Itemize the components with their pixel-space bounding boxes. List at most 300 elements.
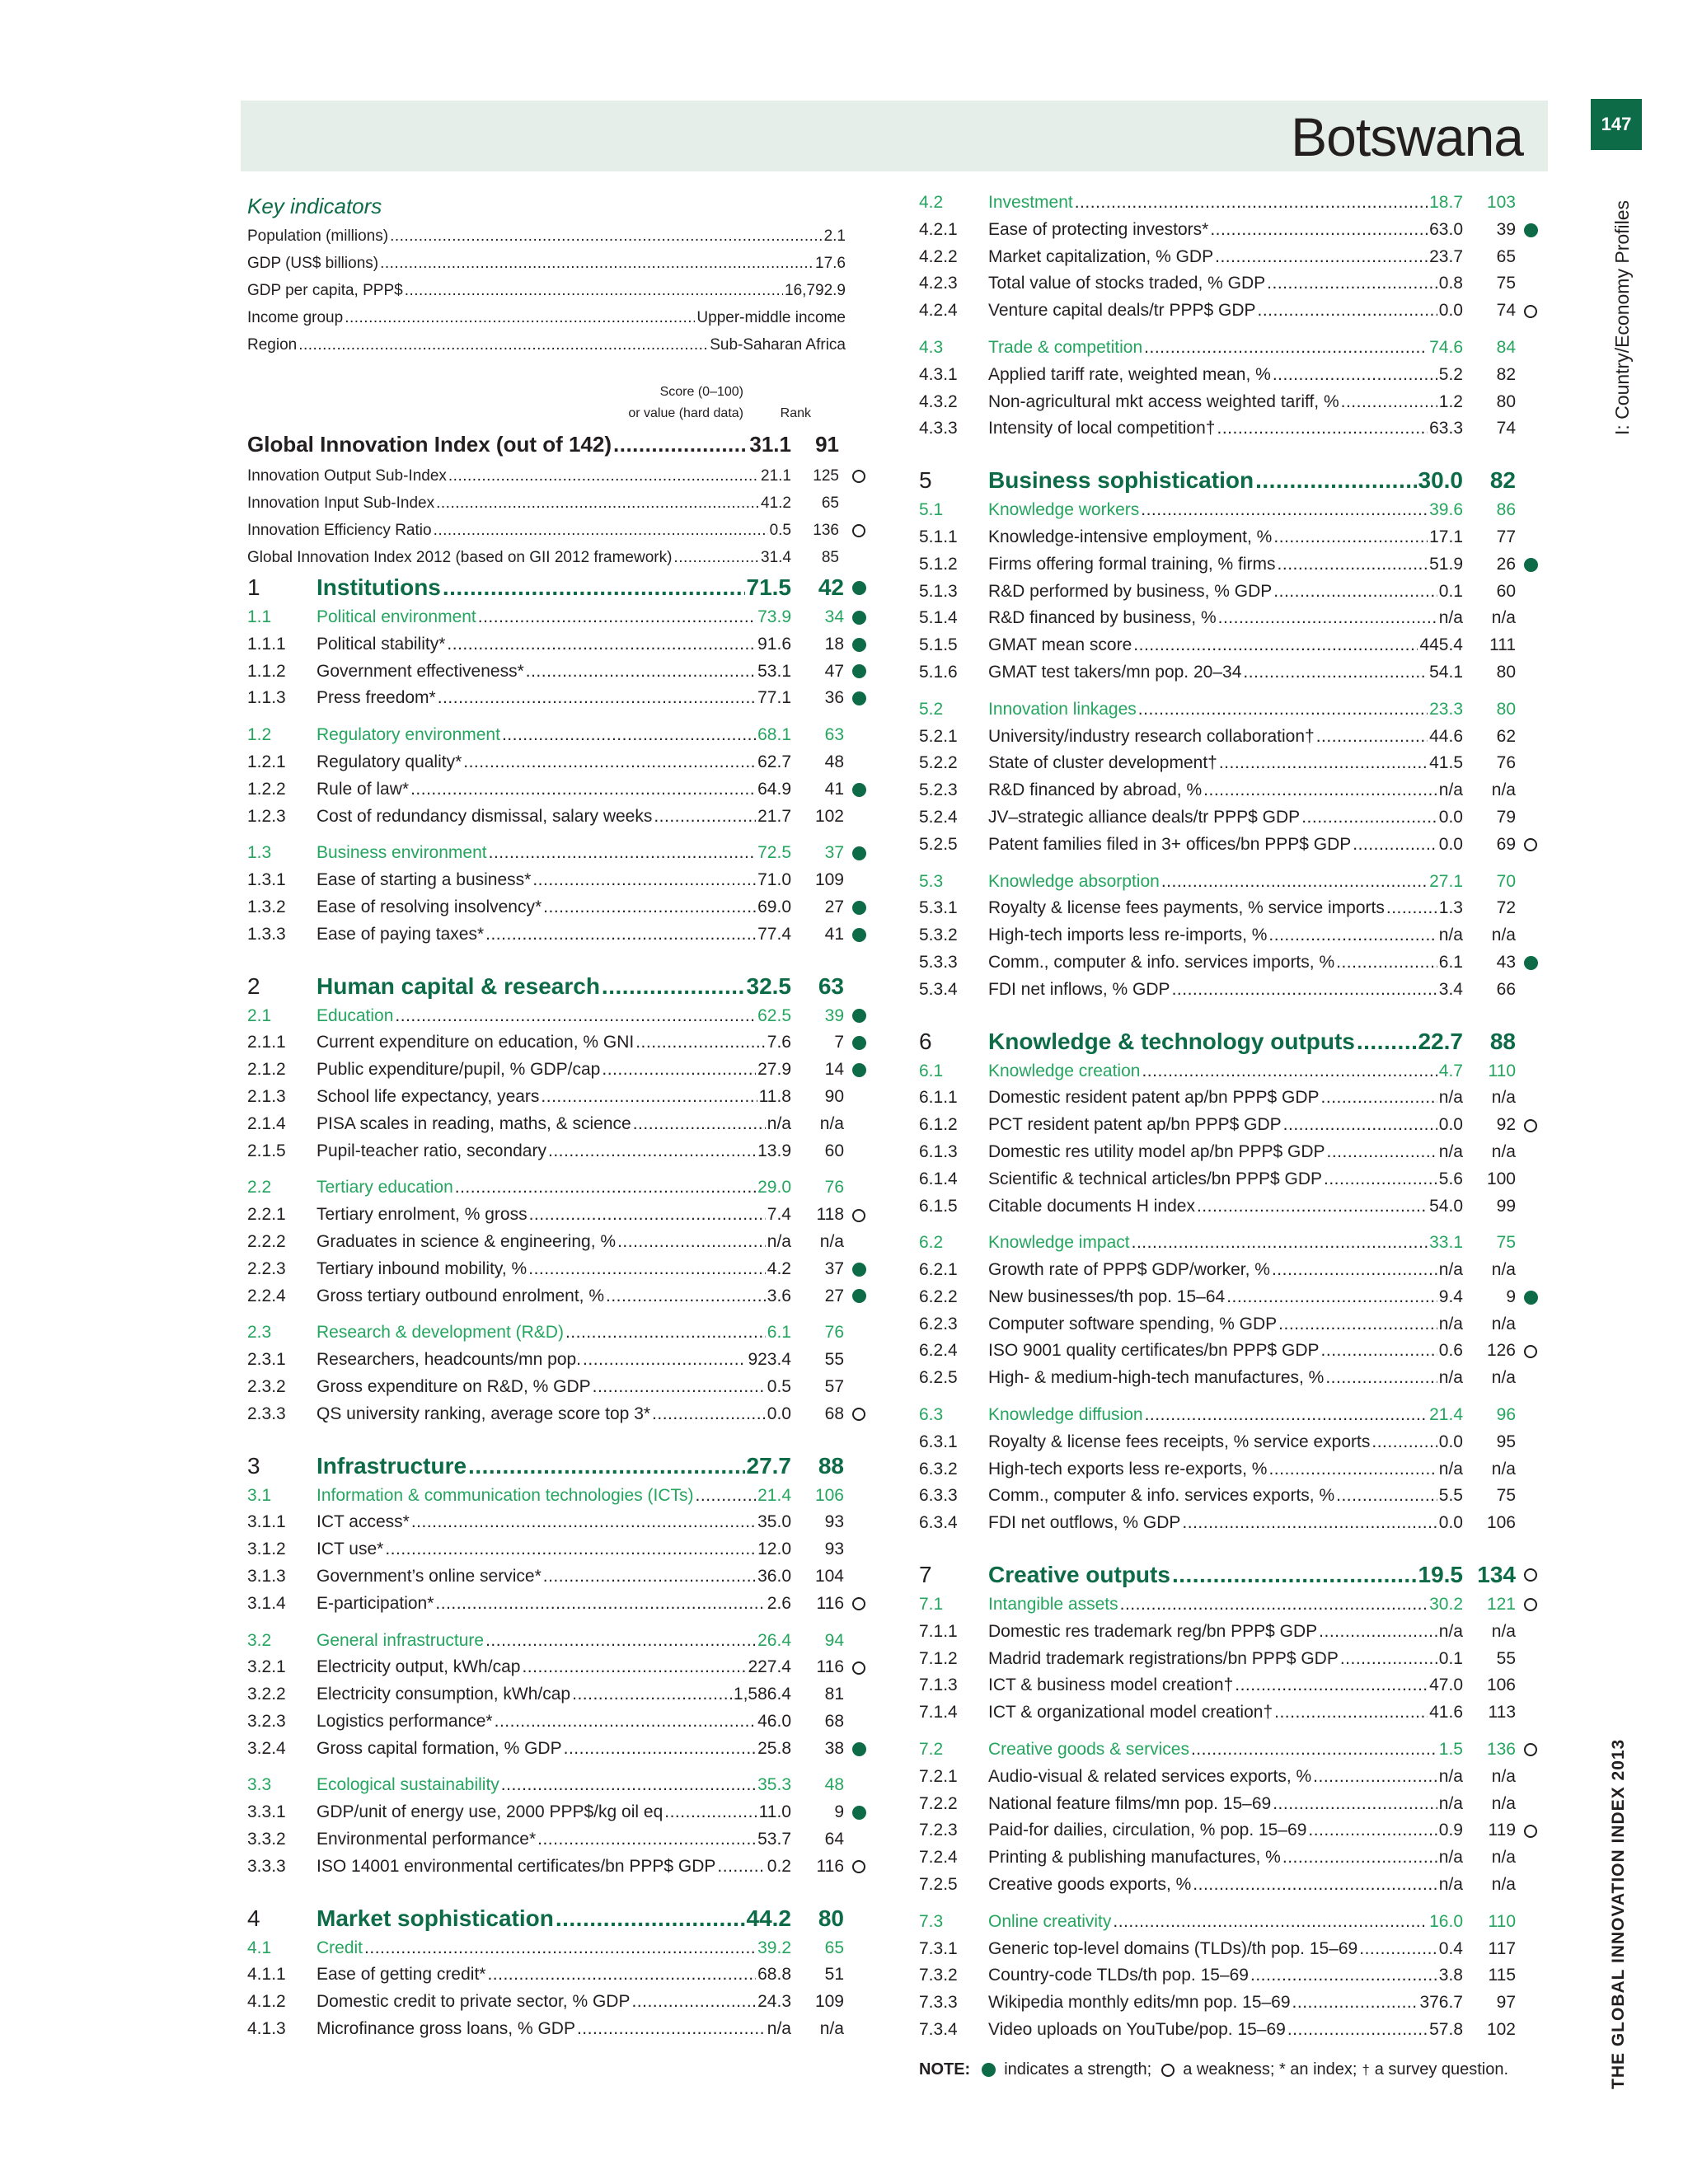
- dot-leader: [617, 1229, 766, 1256]
- indicator-rank: 42: [818, 574, 844, 600]
- indicator-number: 2.2.3: [247, 1258, 286, 1278]
- indicator-number: 7.3.1: [919, 1938, 958, 1958]
- indicator-rank: 63: [818, 972, 844, 999]
- indicator-score: 71.5: [746, 574, 791, 600]
- indicator-label: GDP/unit of energy use, 2000 PPP$/kg oil eq: [316, 1802, 663, 1822]
- indicator-row: [919, 1257, 1545, 1284]
- indicator-row: [247, 1084, 874, 1111]
- indicator-score: 33.1: [1429, 1233, 1463, 1253]
- subpillar-row: [919, 869, 1545, 896]
- strength-marker-icon: [852, 901, 866, 915]
- indicator-rank: 74: [1496, 301, 1516, 321]
- dot-leader: [1357, 1025, 1417, 1058]
- indicator-label: FDI net outflows, % GDP: [988, 1513, 1181, 1533]
- indicator-row: [919, 1429, 1545, 1456]
- indicator-number: 5.2.5: [919, 834, 958, 854]
- indicator-score: n/a: [1438, 1141, 1463, 1161]
- indicator-row: [919, 1338, 1545, 1365]
- indicator-label: Business environment: [316, 843, 487, 863]
- dot-leader: [1235, 1672, 1428, 1699]
- strength-marker-icon: [852, 846, 866, 860]
- indicator-rank: 7: [834, 1033, 844, 1052]
- indicator-label: Regulatory quality*: [316, 752, 462, 771]
- indicator-label: PISA scales in reading, maths, & science: [316, 1113, 631, 1133]
- indicator-number: 1: [247, 574, 260, 600]
- footnote: [919, 2060, 1508, 2079]
- indicator-row: [247, 804, 874, 831]
- dot-leader: [345, 304, 695, 331]
- weakness-marker-icon: [852, 1209, 865, 1222]
- indicator-label: Royalty & license fees payments, % service imports: [988, 898, 1385, 918]
- indicator-score: n/a: [1438, 1368, 1463, 1388]
- indicator-label: High-tech exports less re-exports, %: [988, 1459, 1268, 1479]
- indicator-row: [247, 1563, 874, 1591]
- indicator-rank: 93: [824, 1540, 844, 1559]
- indicator-number: 3.1: [247, 1485, 272, 1505]
- indicator-number: 7.1.3: [919, 1675, 958, 1695]
- dagger-symbol: †: [1362, 2061, 1370, 2078]
- indicator-label: ICT & business model creation†: [988, 1675, 1234, 1695]
- indicator-score: n/a: [1438, 780, 1463, 800]
- subpillar-row: [247, 1483, 874, 1510]
- indicator-rank: n/a: [1491, 926, 1516, 945]
- indicator-label: GMAT test takers/mn pop. 20–34: [988, 662, 1242, 682]
- indicator-rank: 27: [824, 897, 844, 916]
- indicator-row: [247, 1283, 874, 1310]
- indicator-row: [919, 1962, 1545, 1990]
- indicator-score: 22.7: [1418, 1028, 1463, 1054]
- indicator-label: Knowledge diffusion: [988, 1405, 1143, 1425]
- indicator-rank: 110: [1488, 1061, 1516, 1080]
- indicator-label: FDI net inflows, % GDP: [988, 979, 1170, 999]
- indicator-score: 0.0: [1438, 834, 1463, 854]
- marker-cell: [844, 581, 874, 595]
- indicator-label: Pupil-teacher ratio, secondary: [316, 1141, 546, 1160]
- indicator-rank: n/a: [819, 1231, 844, 1251]
- indicator-rank: n/a: [1491, 1459, 1516, 1479]
- indicator-rank: 39: [824, 1005, 844, 1025]
- pillar-row: [247, 970, 874, 1003]
- subpillar-row: [247, 1319, 874, 1347]
- indicator-row: [919, 1646, 1545, 1673]
- indicator-row: [919, 1510, 1545, 1537]
- indicator-row: [919, 895, 1545, 922]
- left-column: [247, 190, 874, 2043]
- strength-marker-icon: [852, 1036, 866, 1050]
- key-indicator-row: [247, 277, 846, 304]
- indicator-label: Market capitalization, % GDP: [988, 246, 1214, 266]
- dot-leader: [1075, 190, 1428, 217]
- indicator-score: 39.6: [1429, 500, 1463, 520]
- indicator-rank: 80: [1496, 391, 1516, 411]
- indicator-row: [247, 1961, 874, 1989]
- indicator-score: 44.6: [1429, 726, 1463, 746]
- indicator-label: Investment: [988, 193, 1073, 212]
- dot-leader: [1327, 1139, 1437, 1166]
- indicator-score: 923.4: [748, 1350, 791, 1370]
- indicator-rank: n/a: [1491, 1141, 1516, 1161]
- indicator-rank: 97: [1496, 1993, 1516, 2013]
- strength-marker-icon: [852, 638, 866, 652]
- indicator-score: 1.2: [1438, 391, 1463, 411]
- indicator-rank: 14: [824, 1060, 844, 1080]
- indicator-number: 6.2: [919, 1233, 944, 1253]
- indicator-label: Growth rate of PPP$ GDP/worker, %: [988, 1260, 1270, 1280]
- indicator-row: [919, 659, 1545, 687]
- indicator-row: [919, 1791, 1545, 1818]
- indicator-rank: 62: [1496, 726, 1516, 746]
- indicator-score: 1.3: [1438, 898, 1463, 918]
- subpillar-row: [247, 1003, 874, 1030]
- indicator-label: R&D financed by abroad, %: [988, 780, 1203, 800]
- indicator-number: 5.2.2: [919, 753, 958, 773]
- indicator-score: 35.3: [757, 1775, 791, 1795]
- weakness-marker-icon: [1524, 1598, 1537, 1611]
- marker-cell: [844, 611, 874, 625]
- dot-leader: [1287, 2017, 1428, 2044]
- indicator-score: 0.0: [1438, 301, 1463, 321]
- dot-leader: [1283, 1112, 1437, 1139]
- indicator-number: 7.1: [919, 1595, 944, 1615]
- strength-marker-icon: [852, 691, 866, 705]
- indicator-number: 3.1.1: [247, 1512, 286, 1532]
- indicator-label: State of cluster development†: [988, 753, 1217, 773]
- indicator-number: 6.2.1: [919, 1260, 958, 1280]
- indicator-number: 4.2: [919, 193, 944, 212]
- indicator-number: 1.1: [247, 607, 272, 626]
- indicator-rank: 43: [1496, 952, 1516, 972]
- indicator-rank: 66: [1496, 979, 1516, 999]
- indicator-number: 1.3.1: [247, 870, 286, 890]
- dot-leader: [1273, 579, 1437, 606]
- indicator-number: 4.3.3: [919, 419, 958, 438]
- key-indicator-value: Sub-Saharan Africa: [710, 336, 846, 354]
- indicator-rank: 9: [1506, 1286, 1516, 1306]
- indicator-label: Logistics performance*: [316, 1711, 493, 1731]
- indicator-rank: 106: [814, 1485, 844, 1505]
- indicator-row: [919, 270, 1545, 298]
- indicator-rank: 81: [824, 1685, 844, 1704]
- indicator-rank: 36: [824, 688, 844, 708]
- indicator-score: 41.5: [1429, 753, 1463, 773]
- indicator-row: [919, 1311, 1545, 1338]
- indicator-rank: n/a: [1491, 608, 1516, 628]
- dot-leader: [522, 1654, 746, 1681]
- indicator-number: 2.2.1: [247, 1205, 286, 1225]
- indicator-label: Knowledge impact: [988, 1233, 1130, 1253]
- dot-leader: [537, 1826, 756, 1854]
- dot-leader: [1292, 1990, 1418, 2017]
- dot-leader: [1191, 1736, 1437, 1764]
- indicator-label: Comm., computer & info. services exports, %: [988, 1486, 1335, 1506]
- subpillar-row: [919, 1909, 1545, 1936]
- indicator-label: Paid-for dailies, circulation, % pop. 15–69: [988, 1821, 1307, 1840]
- dot-leader: [410, 776, 756, 804]
- indicator-row: [919, 362, 1545, 389]
- indicator-label: Intensity of local competition†: [988, 419, 1216, 438]
- indicator-number: 7.3: [919, 1911, 944, 1931]
- indicator-number: 5.1.2: [919, 554, 958, 574]
- marker-cell: [1516, 1598, 1545, 1611]
- marker-cell: [1516, 1345, 1545, 1358]
- strength-marker-icon: [1524, 1291, 1538, 1305]
- note-weakness: a weakness; * an index;: [1183, 2060, 1357, 2079]
- indicator-row: [919, 1817, 1545, 1844]
- indicator-label: Tertiary enrolment, % gross: [316, 1205, 528, 1225]
- indicator-rank: n/a: [1491, 780, 1516, 800]
- dot-leader: [434, 517, 768, 544]
- key-indicators: [247, 190, 874, 359]
- dot-leader: [543, 894, 756, 921]
- indicator-number: 3.2.3: [247, 1711, 286, 1731]
- strength-marker-icon: [852, 1063, 866, 1077]
- subpillar-row: [919, 1591, 1545, 1619]
- indicator-label: Research & development (R&D): [316, 1323, 564, 1343]
- indicator-number: 6.3: [919, 1405, 944, 1425]
- indicator-rank: 47: [824, 661, 844, 681]
- indicator-number: 6.3.3: [919, 1486, 958, 1506]
- indicator-row: [919, 632, 1545, 659]
- indicator-rank: 106: [1486, 1513, 1516, 1533]
- indicator-rank: 48: [824, 1775, 844, 1795]
- dot-leader: [435, 1591, 765, 1618]
- indicator-score: 73.9: [757, 607, 791, 626]
- marker-cell: [844, 846, 874, 860]
- indicator-rank: 116: [816, 1593, 844, 1613]
- dot-leader: [664, 1799, 757, 1826]
- indicator-label: Credit: [316, 1938, 363, 1957]
- key-indicator-value: Upper-middle income: [696, 309, 846, 326]
- indicator-row: [247, 1029, 874, 1057]
- indicator-score: 0.2: [767, 1856, 791, 1876]
- indicator-label: Regulatory environment: [316, 725, 500, 745]
- indicator-score: 18.7: [1429, 193, 1463, 212]
- dot-leader: [385, 1536, 756, 1563]
- dot-leader: [1324, 1166, 1437, 1193]
- dot-leader: [548, 1138, 756, 1165]
- indicator-number: 3.1.3: [247, 1566, 286, 1586]
- indicator-score: n/a: [1438, 1459, 1463, 1479]
- indicator-number: 3.3.1: [247, 1802, 286, 1822]
- dot-leader: [541, 1084, 757, 1111]
- indicator-row: [247, 1229, 874, 1256]
- weakness-marker-icon: [1524, 1345, 1537, 1358]
- indicator-label: School life expectancy, years: [316, 1086, 540, 1106]
- dot-leader: [395, 1003, 756, 1030]
- indicator-number: 7.2.5: [919, 1875, 958, 1895]
- indicator-row: [919, 922, 1545, 949]
- key-indicators-list: [247, 223, 874, 359]
- value-header: or value (hard data): [628, 406, 743, 420]
- indicator-number: 3.3.2: [247, 1830, 286, 1849]
- indicator-row: [919, 1764, 1545, 1791]
- indicator-rank: 70: [1496, 871, 1516, 891]
- indicator-label: Knowledge creation: [988, 1061, 1141, 1080]
- dot-leader: [1386, 895, 1437, 922]
- indicator-number: 6.1.3: [919, 1141, 958, 1161]
- strength-marker-icon: [852, 1289, 866, 1303]
- indicator-rank: n/a: [819, 2019, 844, 2039]
- dot-leader: [1282, 1844, 1437, 1872]
- indicator-rank: 100: [1486, 1169, 1516, 1188]
- indicator-row: [919, 832, 1545, 859]
- indicator-row: [247, 1347, 874, 1374]
- dot-leader: [1336, 949, 1437, 977]
- indicator-label: Tertiary education: [316, 1178, 453, 1197]
- indicator-label: ISO 14001 environmental certificates/bn PPP$ GDP: [316, 1856, 716, 1876]
- indicator-score: n/a: [1438, 1088, 1463, 1108]
- weakness-marker-icon: [852, 1597, 865, 1610]
- indicator-score: 39.2: [757, 1938, 791, 1957]
- indicator-label: Information & communication technologies (ICTs): [316, 1485, 694, 1505]
- indicator-score: 7.6: [767, 1033, 791, 1052]
- weakness-marker-icon: [852, 470, 865, 483]
- subpillar-row: [247, 1772, 874, 1799]
- indicator-score: 74.6: [1429, 337, 1463, 357]
- indicator-label: Computer software spending, % GDP: [988, 1314, 1278, 1333]
- indicator-number: 4.1.1: [247, 1965, 286, 1985]
- dot-leader: [602, 970, 745, 1003]
- dot-leader: [1172, 1558, 1417, 1591]
- indicator-label: R&D performed by business, % GDP: [988, 581, 1273, 601]
- indicator-row: [247, 685, 874, 712]
- pillar-row: [247, 1902, 874, 1935]
- marker-cell: [844, 783, 874, 797]
- dot-leader: [478, 604, 756, 631]
- indicator-number: 5.1.4: [919, 608, 958, 628]
- indicator-rank: 111: [1489, 635, 1516, 655]
- indicator-number: 1.1.3: [247, 688, 286, 708]
- dot-leader: [1144, 335, 1428, 362]
- pillar-row: [919, 1558, 1545, 1591]
- indicator-row: [247, 1111, 874, 1138]
- indicator-row: [919, 244, 1545, 271]
- indicator-label: University/industry research collaboration†: [988, 726, 1315, 746]
- indicator-row: [919, 1085, 1545, 1112]
- dot-leader: [1255, 464, 1416, 497]
- indicator-score: 1.5: [1438, 1740, 1463, 1760]
- gii-score-row: [247, 428, 874, 461]
- weakness-marker-icon: [1524, 1568, 1537, 1582]
- dot-leader: [1217, 415, 1428, 443]
- dot-leader: [380, 250, 814, 277]
- indicator-number: 3.1.2: [247, 1540, 286, 1559]
- indicator-number: 4.1.3: [247, 2019, 286, 2039]
- gii-subindex-row: [247, 490, 874, 517]
- indicator-score: 54.1: [1429, 662, 1463, 682]
- indicator-rank: 69: [1496, 834, 1516, 854]
- dot-leader: [631, 1989, 756, 2016]
- indicator-row: [247, 1401, 874, 1428]
- indicator-number: 2.3.1: [247, 1350, 286, 1370]
- dot-leader: [1353, 832, 1437, 859]
- indicator-score: 5.2: [1438, 364, 1463, 384]
- dot-leader: [1274, 1699, 1428, 1727]
- dot-leader: [1172, 977, 1437, 1004]
- indicator-score: 25.8: [757, 1738, 791, 1758]
- indicator-row: [247, 1509, 874, 1536]
- dot-leader: [673, 544, 759, 571]
- indicator-score: 30.2: [1429, 1595, 1463, 1615]
- indicator-number: 4.3: [919, 337, 944, 357]
- indicator-score: 63.3: [1429, 419, 1463, 438]
- dot-leader: [1273, 524, 1428, 551]
- indicator-label: PCT resident patent ap/bn PPP$ GDP: [988, 1115, 1282, 1135]
- indicator-score: 35.0: [757, 1512, 791, 1532]
- indicator-score: 77.4: [757, 924, 791, 944]
- indicator-label: Graduates in science & engineering, %: [316, 1231, 617, 1251]
- indicator-score: 0.0: [1438, 1513, 1463, 1533]
- dot-leader: [556, 1902, 745, 1935]
- dot-leader: [485, 921, 756, 949]
- publication-side-label: THE GLOBAL INNOVATION INDEX 2013: [1609, 1738, 1628, 2089]
- key-indicator-value: 17.6: [815, 255, 846, 272]
- dot-leader: [577, 2016, 766, 2043]
- indicator-row: [919, 1166, 1545, 1193]
- marker-cell: [844, 691, 874, 705]
- indicator-score: 12.0: [757, 1540, 791, 1559]
- indicator-label: New businesses/th pop. 15–64: [988, 1286, 1226, 1306]
- indicator-label: Madrid trademark registrations/bn PPP$ GDP: [988, 1648, 1339, 1668]
- dot-leader: [390, 223, 823, 250]
- indicator-rank: 134: [1477, 1562, 1516, 1588]
- dot-leader: [606, 1283, 766, 1310]
- indicator-score: 5.6: [1438, 1169, 1463, 1188]
- indicator-score: 27.1: [1429, 871, 1463, 891]
- indicator-rank: 102: [814, 806, 844, 826]
- indicator-rank: 48: [824, 752, 844, 771]
- indicator-score: 3.4: [1438, 979, 1463, 999]
- dot-leader: [529, 1202, 766, 1229]
- indicator-score: n/a: [1438, 1766, 1463, 1786]
- gii-label: Innovation Input Sub-Index: [247, 494, 435, 512]
- weakness-marker-icon: [1161, 2064, 1175, 2077]
- indicator-label: Printing & publishing manufactures, %: [988, 1848, 1281, 1868]
- indicator-score: 47.0: [1429, 1675, 1463, 1695]
- indicator-row: [919, 579, 1545, 606]
- section-side-label: I: Country/Economy Profiles: [1611, 199, 1633, 435]
- dot-leader: [1226, 1284, 1437, 1311]
- indicator-rank: 41: [824, 779, 844, 799]
- gii-rank: 91: [815, 432, 839, 457]
- dot-leader: [1133, 632, 1418, 659]
- dot-leader: [443, 571, 745, 604]
- indicator-label: R&D financed by business, %: [988, 608, 1217, 628]
- gii-label: Innovation Efficiency Ratio: [247, 522, 432, 539]
- indicator-row: [919, 298, 1545, 325]
- key-indicator-label: Population (millions): [247, 227, 389, 245]
- indicator-number: 2: [247, 972, 260, 999]
- indicator-rank: 116: [816, 1657, 844, 1677]
- subpillar-row: [919, 497, 1545, 524]
- indicator-number: 1.1.1: [247, 634, 286, 654]
- indicator-row: [247, 921, 874, 949]
- indicator-number: 4.2.2: [919, 246, 958, 266]
- indicator-label: Creative goods & services: [988, 1740, 1189, 1760]
- indicator-rank: 103: [1486, 193, 1516, 212]
- indicator-row: [919, 1844, 1545, 1872]
- indicator-row: [247, 1057, 874, 1084]
- indicator-rank: 60: [1496, 581, 1516, 601]
- gii-rank: 85: [821, 549, 839, 566]
- indicator-row: [247, 1591, 874, 1618]
- indicator-rank: 82: [1489, 467, 1516, 494]
- indicator-number: 5.1.6: [919, 662, 958, 682]
- indicator-rank: 90: [824, 1086, 844, 1106]
- weakness-marker-icon: [852, 1408, 865, 1421]
- indicator-label: National feature films/mn pop. 15–69: [988, 1793, 1272, 1813]
- indicator-number: 6.2.3: [919, 1314, 958, 1333]
